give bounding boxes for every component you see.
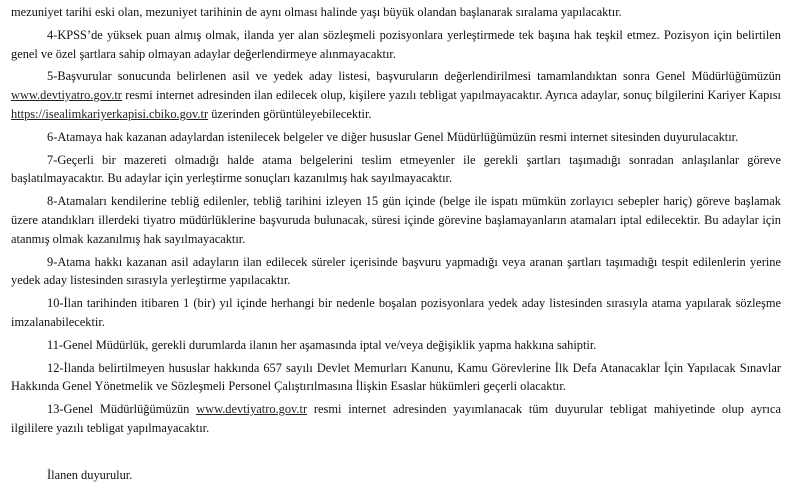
paragraph-item-13 — [11, 400, 781, 438]
paragraph-text: 5-Başvurular sonucunda belirlenen asil ve yedek aday listesi, başvuruların değerlendirilmesi tamamlandıktan sonra Genel Müdürlüğümüzün — [47, 69, 781, 84]
paragraph-text: 13-Genel Müdürlüğümüzün — [47, 402, 190, 417]
paragraph-item-11 — [11, 336, 781, 355]
announcement-document — [11, 3, 781, 489]
paragraph-continued — [11, 3, 781, 22]
paragraph-text: üzerinden görüntüleyebilecektir. — [211, 106, 372, 121]
paragraph-item-8 — [11, 192, 781, 248]
paragraph-text: mezuniyet tarihi eski olan, mezuniyet tarihinin de aynı olması halinde yaşı büyük olandan başlanarak sıralama yapılacaktır. — [11, 5, 622, 19]
paragraph-text: resmi internet adresinden yayımlanacak tüm duyurular tebligat mahiyetinde olup ayrıca ilgililere yazılı tebligat yapılmayacaktır. — [11, 402, 781, 435]
paragraph-item-10 — [11, 294, 781, 332]
paragraph-item-12 — [11, 359, 781, 397]
kariyer-kapisi-link[interactable]: https://isealimkariyerkapisi.cbiko.gov.tr — [11, 106, 209, 121]
paragraph-text: 10-İlan tarihinden itibaren 1 (bir) yıl içinde herhangi bir nedenle boşalan pozisyonlara yedek aday listesinden sırasıyla atama yapılarak sözleşme imzalanabilecektir. — [11, 296, 781, 329]
paragraph-text: 9-Atama hakkı kazanan asil adayların ilan edilecek süreler içerisinde başvuru yapmadığı veya aranan şartları taşımadığı tespit edilenlerin yerine yedek aday listesinden sırasıyla yerleştirme yapılacaktır. — [11, 254, 781, 288]
devtiyatro-website-link[interactable]: www.devtiyatro.gov.tr — [196, 402, 308, 417]
paragraph-text: 12-İlanda belirtilmeyen hususlar hakkında 657 sayılı Devlet Memurları Kanunu, Kamu Görevlerine İlk Defa Atanacaklar İçin Yapılacak Sınavlar Hakkında Genel Yönetmelik ve Sözleşmeli Personel Çalıştırılmasına İlişkin Esaslar hükümleri geçerli olacaktır. — [11, 360, 781, 394]
closing-line — [11, 466, 781, 485]
paragraph-text: 4-KPSS’de yüksek puan almış olmak, ilanda yer alan sözleşmeli pozisyonlara yerleştirmede tek başına hak teşkil etmez. Pozisyon için belirtilen genel ve özel şartlara sahip olmayan adaylar değerlendirmeye alınmayacaktır. — [11, 27, 781, 61]
devtiyatro-website-link[interactable]: www.devtiyatro.gov.tr — [11, 88, 122, 103]
blank-line — [11, 442, 781, 466]
paragraph-text: 6-Atamaya hak kazanan adaylardan istenilecek belgeler ve diğer hususlar Genel Müdürlüğümüzün resmi internet sitesinden duyurulacaktır. — [47, 129, 739, 144]
paragraph-text: 11-Genel Müdürlük, gerekli durumlarda ilanın her aşamasında iptal ve/veya değişiklik yapma hakkına sahiptir. — [47, 337, 597, 352]
paragraph-item-4 — [11, 26, 781, 64]
paragraph-item-9 — [11, 253, 781, 291]
paragraph-item-6 — [11, 128, 781, 147]
closing-text: İlanen duyurulur. — [47, 467, 133, 482]
paragraph-item-5 — [11, 67, 781, 123]
paragraph-text: resmi internet adresinden ilan edilecek olup, kişilere yazılı tebligat yapılmayacaktır. Ayrıca adaylar, sonuç bilgilerini Kariyer Kapısı — [125, 88, 781, 103]
paragraph-text: 8-Atamaları kendilerine tebliğ edilenler, tebliğ tarihini izleyen 15 gün içinde (belge ile ispatı mümkün zorlayıcı sebepler hariç) göreve başlamak üzere atandıkları illerdeki tiyatro müdürlüklerine başvuruda bulunacak, süresi içinde görevine başlamayanların atamaları iptal edilecektir. Bu adaylar için atanmış olmak kazanılmış hak sayılmayacaktır. — [11, 194, 781, 246]
paragraph-text: 7-Geçerli bir mazereti olmadığı halde atama belgelerini teslim etmeyenler ile gerekli şartları taşımadığı sonradan anlaşılanlar göreve başlatılmayacaktır. Bu adaylar için yerleştirme sonuçları kazanılmış hak sayılmayacaktır. — [11, 152, 781, 186]
paragraph-item-7 — [11, 151, 781, 189]
